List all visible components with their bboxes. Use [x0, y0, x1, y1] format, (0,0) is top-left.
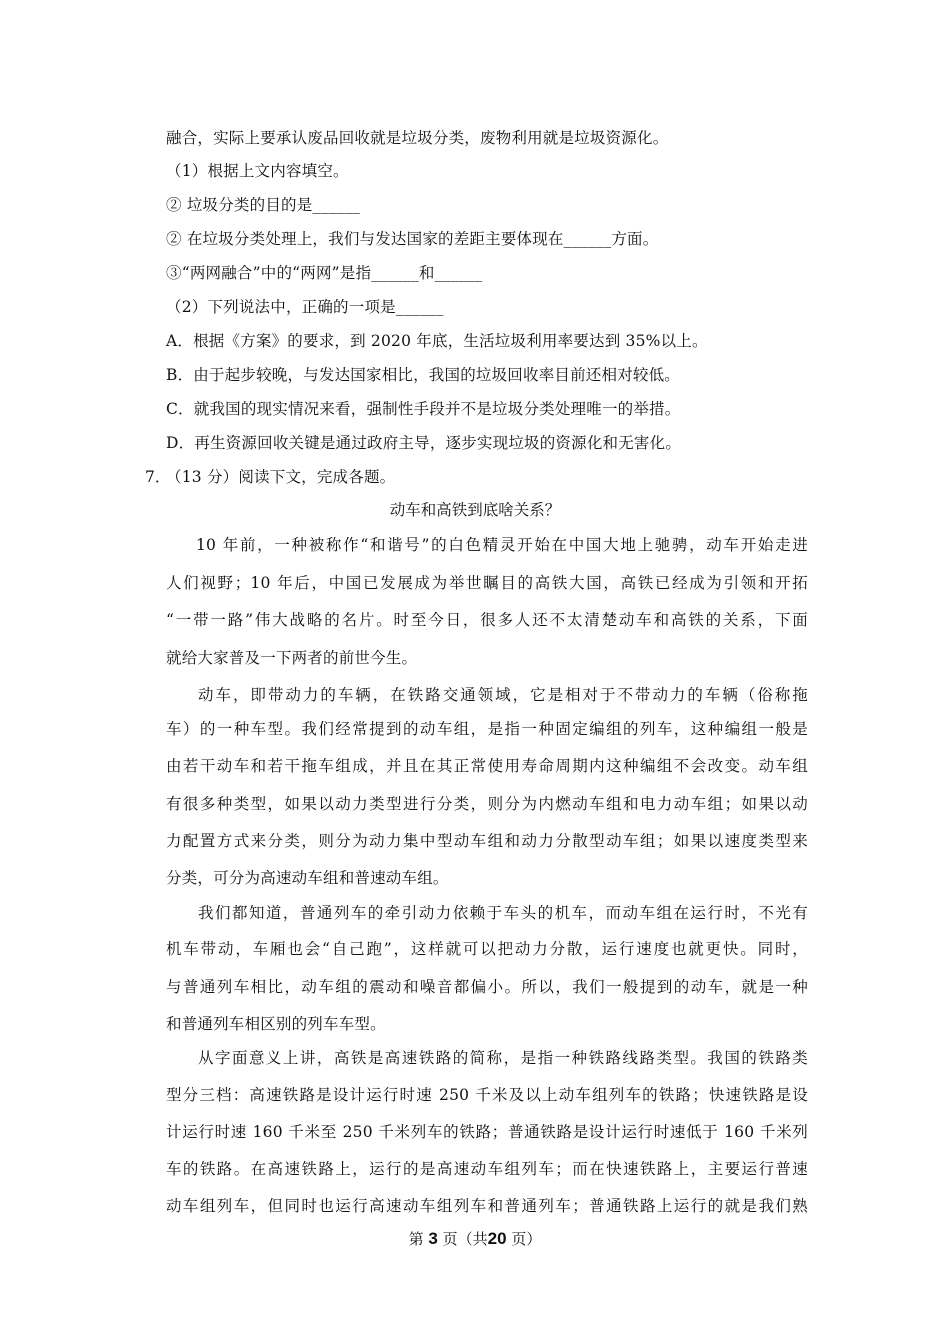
question-part-label: （2）下列说法中，正确的一项是______ [166, 298, 444, 316]
total-pages-number: 20 [487, 1229, 507, 1248]
footer-middle: 页（共 [442, 1230, 488, 1248]
question-number: 7． [145, 468, 171, 486]
article-line: 计运行时速 160 千米至 250 千米列车的铁路；普通铁路是设计运行时速低于 160 千米列 [166, 1123, 808, 1141]
article-line: 动车，即带动力的车辆，在铁路交通领域，它是相对于不带动力的车辆（俗称拖 [198, 686, 808, 704]
article-line: 与普通列车相比，动车组的震动和噪音都偏小。所以，我们一般提到的动车，就是一种 [166, 978, 808, 996]
footer-prefix: 第 [408, 1230, 424, 1248]
question-instruction: （13 分）阅读下文，完成各题。 [166, 468, 396, 486]
option-c: C．就我国的现实情况来看，强制性手段并不是垃圾分类处理唯一的举措。 [166, 400, 681, 418]
article-line: 动车组列车，但同时也运行高速动车组列车和普通列车；普通铁路上运行的就是我们熟 [166, 1197, 808, 1215]
footer-suffix: 页） [511, 1230, 542, 1248]
fill-in-item: ② 在垃圾分类处理上，我们与发达国家的差距主要体现在______方面。 [166, 230, 659, 248]
article-line: 力配置方式来分类，则分为动力集中型动车组和动力分散型动车组；如果以速度类型来 [166, 832, 808, 850]
article-line: “一带一路”伟大战略的名片。时至今日，很多人还不太清楚动车和高铁的关系，下面 [166, 611, 808, 629]
fill-in-item: ③“两网融合”中的“两网”是指______和______ [166, 264, 483, 282]
article-line: 由若干动车和若干拖车组成，并且在其正常使用寿命周期内这种编组不会改变。动车组 [166, 757, 808, 775]
option-b: B．由于起步较晚，与发达国家相比，我国的垃圾回收率目前还相对较低。 [166, 366, 680, 384]
article-line: 型分三档：高速铁路是设计运行时速 250 千米及以上动车组列车的铁路；快速铁路是设 [166, 1086, 808, 1104]
article-line: 从字面意义上讲，高铁是高速铁路的简称，是指一种铁路线路类型。我国的铁路类 [198, 1049, 808, 1067]
option-a: A．根据《方案》的要求，到 2020 年底，生活垃圾利用率要达到 35%以上。 [166, 332, 708, 350]
article-line: 我们都知道，普通列车的牵引动力依赖于车头的机车，而动车组在运行时，不光有 [198, 904, 808, 922]
article-line: 车）的一种车型。我们经常提到的动车组，是指一种固定编组的列车，这种编组一般是 [166, 720, 808, 738]
question-part-label: （1）根据上文内容填空。 [166, 162, 349, 180]
article-line: 就给大家普及一下两者的前世今生。 [166, 649, 418, 667]
article-line: 人们视野；10 年后，中国已发展成为举世瞩目的高铁大国，高铁已经成为引领和开拓 [166, 574, 808, 592]
article-line: 车的铁路。在高速铁路上，运行的是高速动车组列车；而在快速铁路上，主要运行普速 [166, 1160, 808, 1178]
option-d: D．再生资源回收关键是通过政府主导，逐步实现垃圾的资源化和无害化。 [166, 434, 682, 452]
fill-in-item: ② 垃圾分类的目的是______ [166, 196, 361, 214]
article-line: 机车带动，车厢也会“自己跑”，这样就可以把动力分散，运行速度也就更快。同时， [166, 940, 808, 958]
article-line: 有很多种类型，如果以动力类型进行分类，则分为内燃动车组和电力动车组；如果以动 [166, 795, 808, 813]
page-footer [0, 1229, 950, 1249]
current-page-number: 3 [428, 1229, 438, 1248]
article-line: 和普通列车相区别的列车车型。 [166, 1015, 386, 1033]
article-title: 动车和高铁到底啥关系？ [389, 501, 561, 519]
article-line: 分类，可分为高速动车组和普速动车组。 [166, 869, 449, 887]
article-line: 10 年前，一种被称作“和谐号”的白色精灵开始在中国大地上驰骋，动车开始走进 [196, 536, 808, 554]
paragraph-line: 融合，实际上要承认废品回收就是垃圾分类，废物利用就是垃圾资源化。 [166, 129, 669, 147]
